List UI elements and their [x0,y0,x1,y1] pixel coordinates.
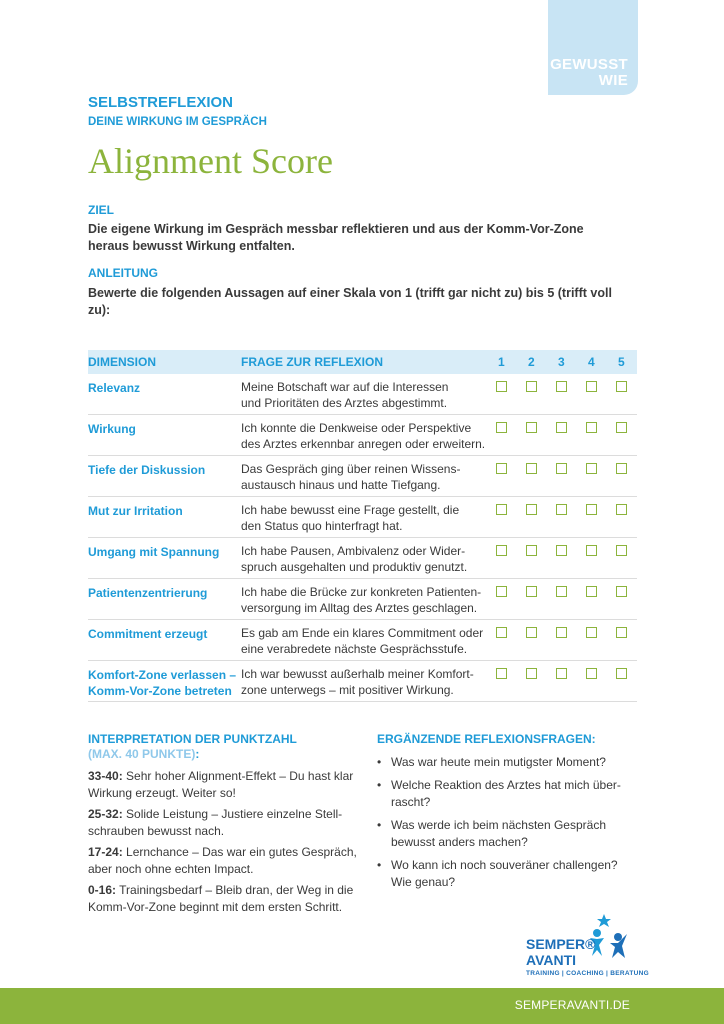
header-scale-2: 2 [528,355,535,369]
interpretation-heading [88,732,297,762]
logo-avanti: AVANTI [526,952,577,968]
score-checkbox-1[interactable] [496,422,507,433]
header-scale-3: 3 [558,355,565,369]
list-item: • Was war heute mein mutigster Moment? [377,754,639,771]
row-question [241,666,486,698]
logo-tagline: TRAINING | COACHING | BERATUNG [526,970,650,977]
table-row [88,579,637,620]
row-question [241,502,486,534]
header-question: FRAGE ZUR REFLEXION [241,355,384,369]
score-checkbox-4[interactable] [586,668,597,679]
header-dimension: DIMENSION [88,355,157,369]
score-checkbox-2[interactable] [526,545,537,556]
score-checkbox-5[interactable] [616,463,627,474]
interpretation-item [88,844,358,878]
row-question-line2: spruch ausgehalten und produktiv genutzt. [241,560,468,574]
score-checkbox-2[interactable] [526,586,537,597]
footer-url[interactable]: SEMPERAVANTI.DE [514,998,630,1012]
score-checkbox-5[interactable] [616,504,627,515]
row-dimension: Patientenzentrierung [88,586,208,600]
row-question [241,461,486,493]
extra-questions-heading: ERGÄNZENDE REFLEXIONSFRAGEN: [377,732,596,746]
row-question [241,379,486,411]
score-range: 0-16: [88,883,117,897]
interpretation-item [88,806,358,840]
score-checkbox-3[interactable] [556,381,567,392]
row-question-line1: Ich habe Pausen, Ambivalenz oder Wider- [241,544,466,558]
score-checkbox-4[interactable] [586,545,597,556]
list-item: • Was werde ich beim nächsten Gespräch bewusst anders machen? [377,817,639,851]
anleitung-text: Bewerte die folgenden Aussagen auf einer Skala von 1 (trifft gar nicht zu) bis 5 (trifft voll zu): [88,286,612,317]
interpretation-item [88,882,358,916]
ziel-text: Die eigene Wirkung im Gespräch messbar reflektieren und aus der Komm-Vor-Zone heraus bewusst Wirkung entfalten. [88,222,584,253]
list-item: • Welche Reaktion des Arztes hat mich über-rascht? [377,777,639,811]
score-checkbox-5[interactable] [616,545,627,556]
score-checkbox-1[interactable] [496,627,507,638]
row-question-line2: austausch hinaus und hatte Tiefgang. [241,478,441,492]
score-checkbox-4[interactable] [586,504,597,515]
score-checkbox-2[interactable] [526,463,537,474]
header-title: SELBSTREFLEXION [88,94,234,111]
header-scale-1: 1 [498,355,505,369]
row-question-line1: Meine Botschaft war auf die Interessen [241,380,449,394]
interpretation-colon: : [195,747,200,761]
score-checkbox-3[interactable] [556,627,567,638]
row-question-line1: Ich habe bewusst eine Frage gestellt, die [241,503,460,517]
score-checkbox-1[interactable] [496,586,507,597]
score-checkbox-2[interactable] [526,627,537,638]
score-checkbox-5[interactable] [616,668,627,679]
score-checkbox-1[interactable] [496,545,507,556]
score-checkbox-3[interactable] [556,422,567,433]
score-checkbox-3[interactable] [556,504,567,515]
score-checkbox-1[interactable] [496,463,507,474]
score-checkbox-1[interactable] [496,504,507,515]
tab-label-line1: GEWUSST [550,56,628,73]
score-checkbox-3[interactable] [556,545,567,556]
score-checkbox-2[interactable] [526,422,537,433]
row-question [241,420,486,452]
score-range: 17-24: [88,845,123,859]
row-question-line2: zone unterwegs – mit positiver Wirkung. [241,683,454,697]
row-question-line1: Ich habe die Brücke zur konkreten Patienten- [241,585,482,599]
row-dimension: Komfort-Zone verlassen – Komm-Vor-Zone betreten [88,668,237,698]
row-dimension: Umgang mit Spannung [88,545,220,559]
document-title: Alignment Score [88,141,333,181]
score-checkbox-4[interactable] [586,381,597,392]
table-row [88,374,637,415]
score-checkbox-2[interactable] [526,381,537,392]
score-checkbox-5[interactable] [616,586,627,597]
score-checkbox-3[interactable] [556,668,567,679]
row-question [241,625,486,657]
table-header [88,350,637,374]
interpretation-max: (MAX. 40 PUNKTE) [88,747,196,761]
row-question-line2: versorgung im Alltag des Arztes geschlagen. [241,601,478,615]
score-description: Sehr hoher Alignment-Effekt – Du hast klar Wirkung erzeugt. Weiter so! [88,769,354,800]
header-scale-4: 4 [588,355,595,369]
table-row [88,620,637,661]
list-item: • Wo kann ich noch souveräner challengen? Wie genau? [377,857,639,891]
row-question-line2: und Prioritäten des Arztes abgestimmt. [241,396,448,410]
row-question-line1: Das Gespräch ging über reinen Wissens- [241,462,461,476]
score-checkbox-5[interactable] [616,422,627,433]
score-description: Solide Leistung – Justiere einzelne Stell-schrauben bewusst nach. [88,807,343,838]
row-question [241,584,486,616]
score-checkbox-2[interactable] [526,504,537,515]
table-row [88,415,637,456]
score-description: Trainingsbedarf – Bleib dran, der Weg in die Komm-Vor-Zone beginnt mit dem ersten Schritt. [88,883,354,914]
score-checkbox-5[interactable] [616,381,627,392]
row-dimension: Mut zur Irritation [88,504,183,518]
table-row [88,456,637,497]
footer-bar [0,988,724,1024]
row-dimension: Wirkung [88,422,136,436]
row-dimension: Commitment erzeugt [88,627,208,641]
row-dimension: Relevanz [88,381,141,395]
logo-semper: SEMPER® [526,936,596,952]
row-question-line2: des Arztes erkennbar anregen oder erweitern. [241,437,486,451]
tab-label-line2: WIE [598,72,628,89]
table-row [88,661,637,702]
row-question-line1: Ich konnte die Denkweise oder Perspektive [241,421,472,435]
header-subtitle: DEINE WIRKUNG IM GESPRÄCH [88,116,267,128]
ziel-label: ZIEL [88,203,114,217]
interpretation-title: INTERPRETATION DER PUNKTZAHL [88,732,297,746]
score-checkbox-4[interactable] [586,586,597,597]
score-checkbox-5[interactable] [616,627,627,638]
table-row [88,538,637,579]
row-question-line2: den Status quo hinterfragt hat. [241,519,403,533]
score-range: 33-40: [88,769,123,783]
anleitung-label: ANLEITUNG [88,266,158,280]
header-scale-5: 5 [618,355,625,369]
score-checkbox-1[interactable] [496,668,507,679]
score-checkbox-3[interactable] [556,586,567,597]
extra-questions-list [377,754,639,897]
row-dimension: Tiefe der Diskussion [88,463,206,477]
row-question [241,543,486,575]
score-checkbox-3[interactable] [556,463,567,474]
row-question-line1: Es gab am Ende ein klares Commitment oder [241,626,484,640]
interpretation-item [88,768,358,802]
row-question-line2: eine verabredete nächste Gesprächsstufe. [241,642,468,656]
score-checkbox-4[interactable] [586,463,597,474]
corner-tab [548,0,638,95]
score-range: 25-32: [88,807,123,821]
score-checkbox-2[interactable] [526,668,537,679]
score-checkbox-4[interactable] [586,627,597,638]
reflection-table [88,350,637,702]
score-description: Lernchance – Das war ein gutes Gespräch, aber noch ohne echten Impact. [88,845,357,876]
score-checkbox-1[interactable] [496,381,507,392]
row-question-line1: Ich war bewusst außerhalb meiner Komfort- [241,667,474,681]
table-row [88,497,637,538]
score-checkbox-4[interactable] [586,422,597,433]
